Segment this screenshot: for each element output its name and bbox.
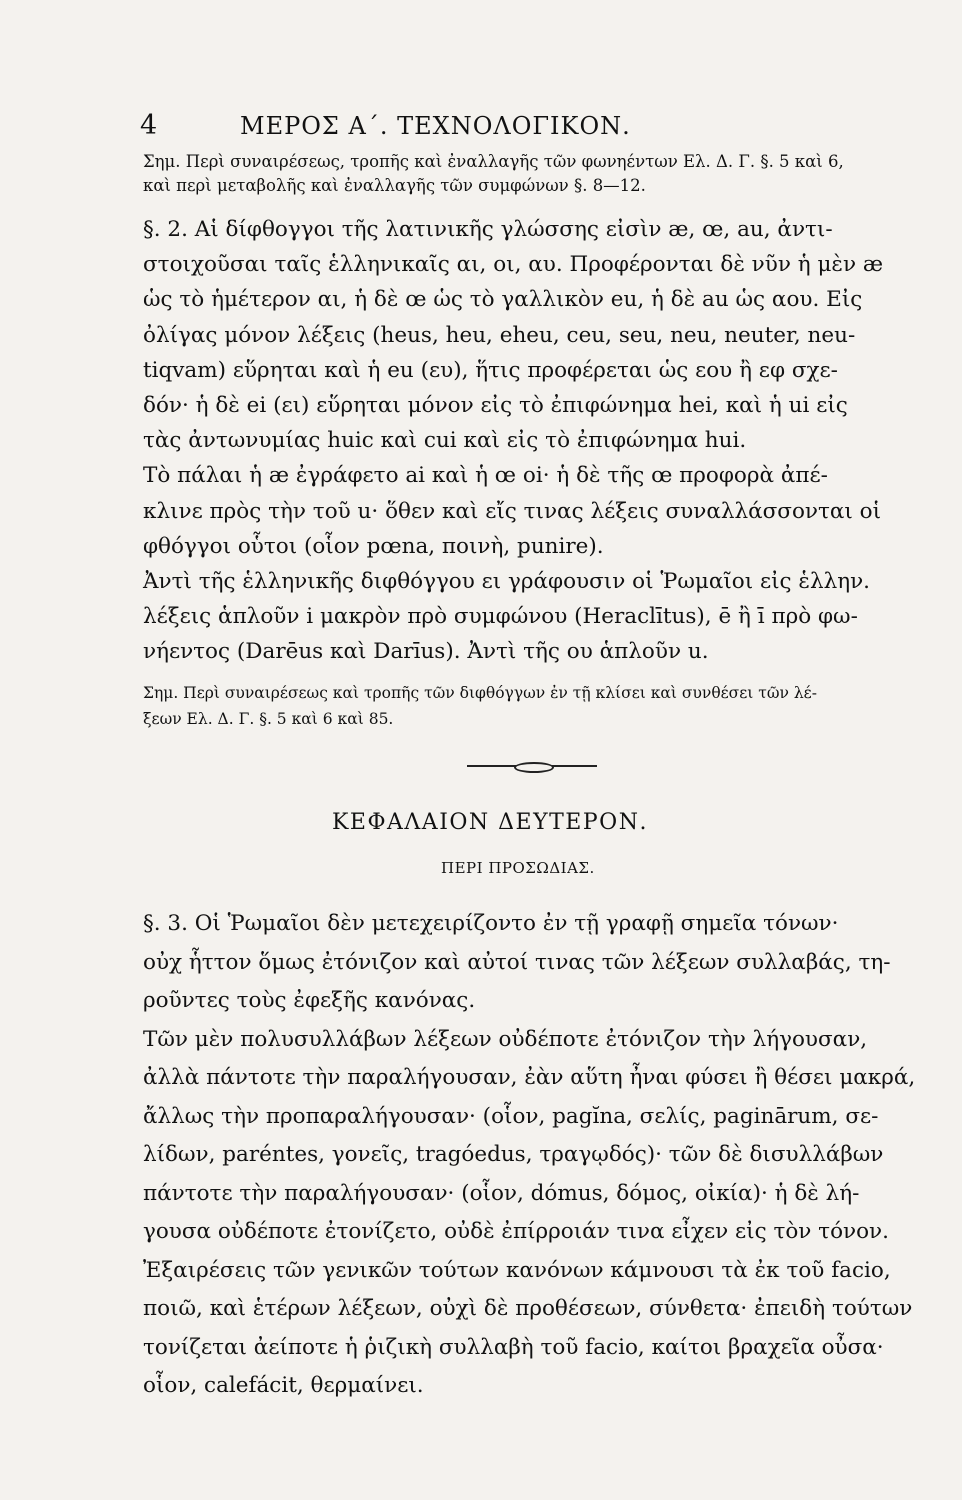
- text-line: Τὸ πάλαι ἡ æ ἐγράφετο ai καὶ ἡ œ oi· ἡ δὲ τῆς œ προφορὰ ἀπέ-: [143, 463, 828, 489]
- text-line: δόν· ἡ δὲ ei (ει) εὕρηται μόνον εἰς τὸ ἐπιφώνημα hei, καὶ ἡ ui εἰς: [143, 393, 848, 419]
- text-line: Τῶν μὲν πολυσυλλάβων λέξεων οὐδέποτε ἐτόνιζον τὴν λήγουσαν,: [143, 1026, 868, 1052]
- page-header: [140, 110, 820, 150]
- text-line: ἀλλὰ πάντοτε τὴν παραλήγουσαν, ἐὰν αὕτη ἦναι φύσει ἢ θέσει μακρά,: [143, 1065, 916, 1090]
- text-line: οἷον, calefácit, θερμαίνει.: [143, 1373, 424, 1398]
- text-line: §. 2. Αἱ δίφθογγοι τῆς λατινικῆς γλώσσης εἰσὶν æ, œ, au, ἀντι-: [143, 217, 833, 242]
- text-line: γουσα οὐδέποτε ἐτονίζετο, οὐδὲ ἐπίρροιάν τινα εἶχεν εἰς τὸν τόνον.: [143, 1219, 889, 1244]
- note-line: καὶ περὶ μεταβολῆς καὶ ἐναλλαγῆς τῶν συμφώνων §. 8—12.: [143, 176, 646, 195]
- text-line: ὀλίγας μόνον λέξεις (heus, heu, eheu, ceu, seu, neu, neuter, neu-: [143, 322, 856, 348]
- chapter-title: ΚΕΦΑΛΑΙΟΝ ΔΕΥΤΕΡΟΝ.: [332, 810, 648, 835]
- footnote-diphthongs: [143, 680, 943, 732]
- text-line: κλινε πρὸς τὴν τοῦ u· ὅθεν καὶ εἴς τινας λέξεις συναλλάσσονται οἱ: [143, 498, 882, 524]
- running-head: ΜΕΡΟΣ Α΄. ΤΕΧΝΟΛΟΓΙΚΟΝ.: [240, 112, 631, 140]
- section-2-diphthongs: [143, 212, 943, 670]
- text-line: Ἐξαιρέσεις τῶν γενικῶν τούτων κανόνων κάμνουσι τὰ ἐκ τοῦ facio,: [143, 1257, 891, 1283]
- text-line: νήεντος (Darēus καὶ Darīus). Ἀντὶ τῆς ου ἁπλοῦν u.: [143, 639, 709, 665]
- section-3-prosody: [143, 905, 943, 1406]
- chapter-subtitle: ΠΕΡΙ ΠΡΟΣΩΔΙΑΣ.: [441, 859, 595, 877]
- text-line: φθόγγοι οὗτοι (οἷον pœna, ποινὴ, punire).: [143, 533, 604, 559]
- footnote-vowels: [143, 150, 943, 198]
- text-line: ἄλλως τὴν προπαραλήγουσαν· (οἷον, pagĭna, σελίς, paginārum, σε-: [143, 1103, 879, 1129]
- text-line: πάντοτε τὴν παραλήγουσαν· (οἷον, dómus, δόμος, οἰκία)· ἡ δὲ λή-: [143, 1180, 860, 1206]
- note-line: ξεων Ελ. Δ. Γ. §. 5 καὶ 6 καὶ 85.: [143, 710, 394, 728]
- text-line: ὡς τὸ ἡμέτερον αι, ἡ δὲ œ ὡς τὸ γαλλικὸν eu, ἡ δὲ au ὡς αου. Εἰς: [143, 287, 863, 313]
- page-number: 4: [140, 110, 158, 141]
- text-line: οὐχ ἧττον ὅμως ἐτόνιζον καὶ αὐτοί τινας τῶν λέξεων συλλαβάς, τη-: [143, 949, 891, 975]
- text-line: tiqvam) εὕρηται καὶ ἡ eu (ευ), ἥτις προφέρεται ὡς εου ἢ εφ σχε-: [143, 357, 838, 383]
- text-line: Ἀντὶ τῆς ἑλληνικῆς διφθόγγου ει γράφουσιν οἱ Ῥωμαῖοι εἰς ἑλλην.: [143, 569, 871, 595]
- text-line: τὰς ἀντωνυμίας huic καὶ cui καὶ εἰς τὸ ἐπιφώνημα hui.: [143, 428, 747, 454]
- text-line: λέξεις ἁπλοῦν i μακρὸν πρὸ συμφώνου (Heraclītus), ē ἢ ī πρὸ φω-: [143, 604, 858, 630]
- note-line: Σημ. Περὶ συναιρέσεως καὶ τροπῆς τῶν διφθόγγων ἐν τῇ κλίσει καὶ συνθέσει τῶν λέ-: [143, 684, 817, 702]
- text-line: ποιῶ, καὶ ἑτέρων λέξεων, οὐχὶ δὲ προθέσεων, σύνθετα· ἐπειδὴ τούτων: [143, 1296, 913, 1321]
- text-line: στοιχοῦσαι ταῖς ἑλληνικαῖς αι, οι, αυ. Προφέρονται δὲ νῦν ἡ μὲν æ: [143, 252, 884, 278]
- text-line: λίδων, paréntes, γονεῖς, tragóedus, τραγῳδός)· τῶν δὲ δισυλλάβων: [143, 1142, 884, 1167]
- text-line: ροῦντες τοὺς ἐφεξῆς κανόνας.: [143, 988, 476, 1013]
- rule-ornament: [514, 762, 554, 773]
- note-line: Σημ. Περὶ συναιρέσεως, τροπῆς καὶ ἐναλλαγῆς τῶν φωνηέντων Ελ. Δ. Γ. §. 5 καὶ 6,: [143, 152, 844, 171]
- text-line: τονίζεται ἀείποτε ἡ ῥιζικὴ συλλαβὴ τοῦ facio, καίτοι βραχεῖα οὖσα·: [143, 1334, 884, 1360]
- text-line: §. 3. Οἱ Ῥωμαῖοι δὲν μετεχειρίζοντο ἐν τῇ γραφῇ σημεῖα τόνων·: [143, 911, 839, 936]
